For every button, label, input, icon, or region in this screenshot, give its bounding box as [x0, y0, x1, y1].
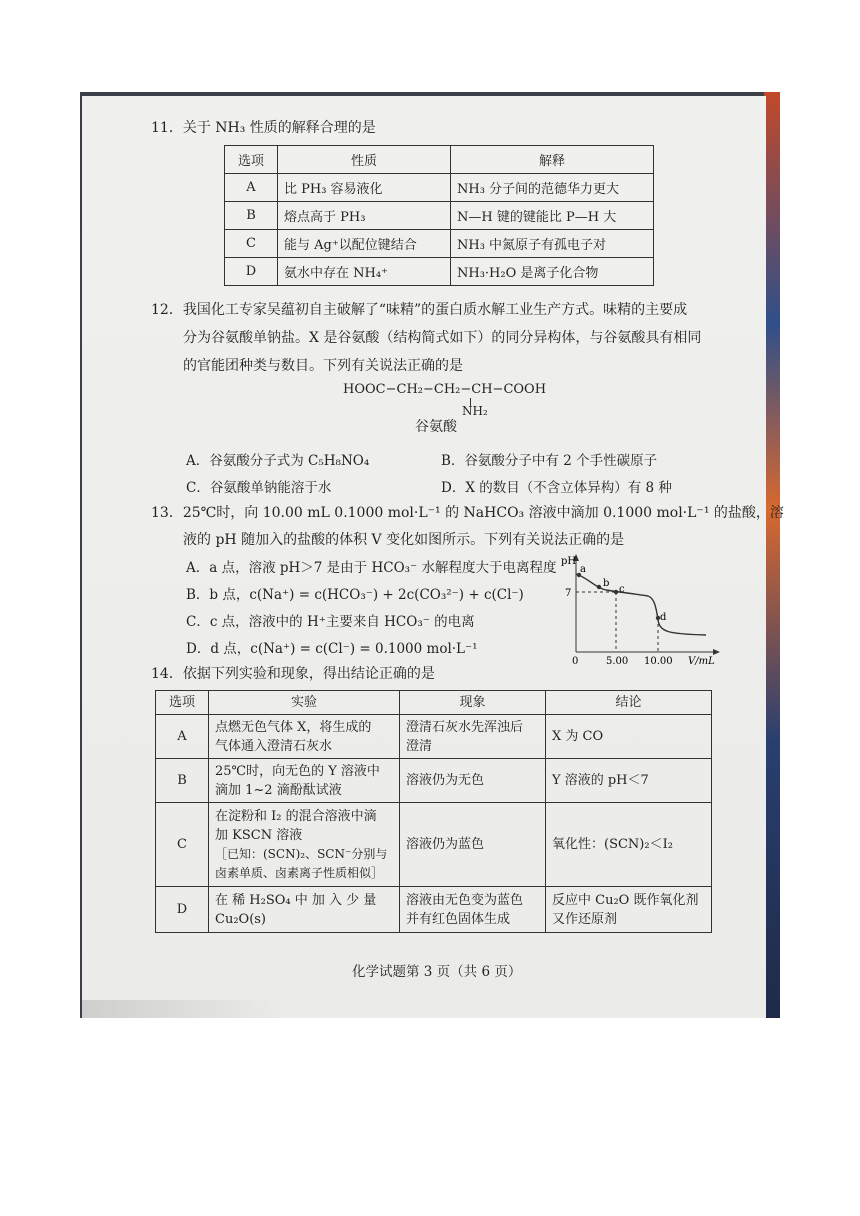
- q11-row-explanation: NH₃·H₂O 是离子化合物: [451, 258, 654, 286]
- point-b-label: b: [603, 578, 610, 589]
- q14-header-option: 选项: [156, 691, 209, 715]
- x-axis-label: V/mL: [688, 656, 715, 667]
- point-a-label: a: [580, 564, 586, 575]
- glutamic-acid-structure: HOOC−CH₂−CH₂−CH−COOH: [343, 382, 547, 397]
- point-b-marker: [597, 585, 601, 589]
- q11-row-option: B: [225, 202, 278, 230]
- page-footer: 化学试题第 3 页（共 6 页）: [352, 964, 522, 980]
- q13-option-d: D．d 点，c(Na⁺) = c(Cl⁻) = 0.1000 mol·L⁻¹: [186, 641, 478, 657]
- x-axis-arrow: [713, 649, 720, 655]
- q14-row-conclusion: 反应中 Cu₂O 既作氧化剂 又作还原剂: [546, 887, 712, 933]
- q14-table: [155, 690, 712, 933]
- x-tick-0: 0: [572, 656, 579, 667]
- q11-header-option: 选项: [225, 146, 278, 174]
- q14-row-phenomenon: 澄清石灰水先浑浊后 澄清: [400, 715, 546, 759]
- q14-header-conclusion: 结论: [546, 691, 712, 715]
- q12-line3: 的官能团种类与数目。下列有关说法正确的是: [183, 358, 463, 374]
- x-tick-10: 10.00: [644, 656, 673, 667]
- q12-option-b: B．谷氨酸分子中有 2 个手性碳原子: [441, 453, 658, 469]
- ph-curve: [576, 574, 706, 635]
- q14-row-option: D: [156, 887, 209, 933]
- q13-option-c: C．c 点，溶液中的 H⁺主要来自 HCO₃⁻ 的电离: [186, 614, 475, 630]
- q11-row-property: 氨水中存在 NH₄⁺: [278, 258, 451, 286]
- q14-row-option: A: [156, 715, 209, 759]
- q11-row-option: C: [225, 230, 278, 258]
- q11-stem: 11．关于 NH₃ 性质的解释合理的是: [151, 120, 376, 136]
- q14-header-experiment: 实验: [209, 691, 400, 715]
- y-axis-label: pH: [561, 556, 577, 567]
- q14-row-experiment: 在淀粉和 I₂ 的混合溶液中滴 加 KSCN 溶液 ［已知：(SCN)₂、SCN⁻分别与 卤素单质、卤素离子性质相似］: [209, 803, 400, 887]
- q11-table: [224, 145, 654, 286]
- q11-row-property: 能与 Ag⁺以配位键结合: [278, 230, 451, 258]
- q12-option-d: D．X 的数目（不含立体异构）有 8 种: [441, 480, 672, 496]
- background-stripe: [764, 92, 780, 1018]
- q11-row-property: 比 PH₃ 容易液化: [278, 174, 451, 202]
- point-d-label: d: [660, 612, 667, 623]
- point-c-label: c: [619, 584, 625, 595]
- q11-row-explanation: N—H 键的键能比 P—H 大: [451, 202, 654, 230]
- q14-row-experiment: 在 稀 H₂SO₄ 中 加 入 少 量 Cu₂O(s): [209, 887, 400, 933]
- q14-header-phenomenon: 现象: [400, 691, 546, 715]
- q14-row-conclusion: 氧化性：(SCN)₂＜I₂: [546, 803, 712, 887]
- q11-row-property: 熔点高于 PH₃: [278, 202, 451, 230]
- q14-row-phenomenon: 溶液仍为无色: [400, 759, 546, 803]
- q14-row-conclusion: X 为 CO: [546, 715, 712, 759]
- q14-stem: 14．依据下列实验和现象，得出结论正确的是: [151, 666, 435, 682]
- q13-option-b: B．b 点，c(Na⁺) = c(HCO₃⁻) + 2c(CO₃²⁻) + c(Cl⁻): [186, 587, 524, 603]
- y-tick-7: 7: [565, 588, 572, 599]
- q11-header-property: 性质: [278, 146, 451, 174]
- q13-line2: 液的 pH 随加入的盐酸的体积 V 变化如图所示。下列有关说法正确的是: [183, 532, 625, 548]
- point-c-marker: [614, 590, 618, 594]
- q14-row-phenomenon: 溶液仍为蓝色: [400, 803, 546, 887]
- q11-row-option: A: [225, 174, 278, 202]
- glutamic-acid-amino-group: NH₂: [462, 404, 488, 418]
- ph-titration-graph: [556, 548, 726, 670]
- q14-row-experiment: 点燃无色气体 X，将生成的 气体通入澄清石灰水: [209, 715, 400, 759]
- q11-row-option: D: [225, 258, 278, 286]
- q12-line2: 分为谷氨酸单钠盐。X 是谷氨酸（结构简式如下）的同分异构体，与谷氨酸具有相同: [183, 330, 702, 346]
- q14-row-option: C: [156, 803, 209, 887]
- q14-row-option: B: [156, 759, 209, 803]
- q13-option-a: A．a 点，溶液 pH＞7 是由于 HCO₃⁻ 水解程度大于电离程度: [186, 560, 557, 576]
- q14-row-phenomenon: 溶液由无色变为蓝色 并有红色固体生成: [400, 887, 546, 933]
- q13-line1: 13．25℃时，向 10.00 mL 0.1000 mol·L⁻¹ 的 NaHCO₃ 溶液中滴加 0.1000 mol·L⁻¹ 的盐酸，溶: [151, 505, 784, 521]
- q14-row-conclusion: Y 溶液的 pH＜7: [546, 759, 712, 803]
- q12-line1: 12．我国化工专家吴蕴初自主破解了“味精”的蛋白质水解工业生产方式。味精的主要成: [151, 302, 688, 318]
- q12-option-c: C．谷氨酸单钠能溶于水: [186, 480, 332, 496]
- hand-shadow: [82, 1000, 282, 1018]
- glutamic-acid-label: 谷氨酸: [415, 419, 457, 435]
- q11-row-explanation: NH₃ 中氮原子有孤电子对: [451, 230, 654, 258]
- q11-row-explanation: NH₃ 分子间的范德华力更大: [451, 174, 654, 202]
- q12-option-a: A．谷氨酸分子式为 C₅H₈NO₄: [186, 453, 370, 469]
- q14-row-experiment: 25℃时，向无色的 Y 溶液中 滴加 1~2 滴酚酞试液: [209, 759, 400, 803]
- x-tick-5: 5.00: [606, 656, 629, 667]
- q11-header-explanation: 解释: [451, 146, 654, 174]
